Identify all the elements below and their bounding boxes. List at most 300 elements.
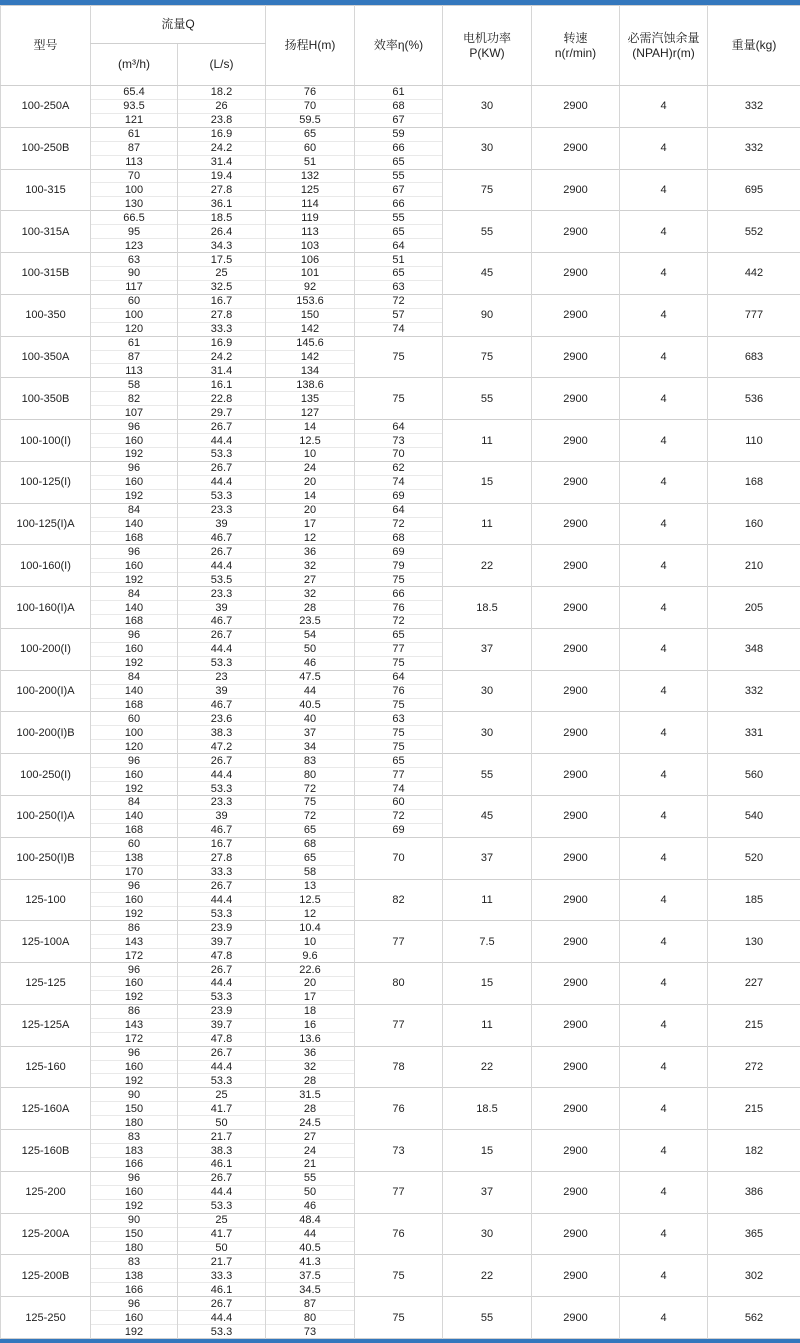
npsh-cell: 4 [620,294,708,336]
model-cell: 125-125 [1,963,91,1005]
flow-m3h-cell: 160 [91,1185,178,1199]
weight-cell: 168 [708,461,800,503]
weight-cell: 227 [708,963,800,1005]
model-cell: 100-315B [1,253,91,295]
power-cell: 55 [443,211,532,253]
flow-ls-cell: 53.3 [178,1074,266,1088]
flow-m3h-cell: 160 [91,893,178,907]
spec-group [1,1130,800,1172]
efficiency-cell: 65 [355,628,443,642]
flow-m3h-cell: 66.5 [91,211,178,225]
flow-m3h-cell: 96 [91,461,178,475]
model-cell: 125-250 [1,1297,91,1339]
spec-group [1,1297,800,1339]
model-cell: 100-250(I)B [1,837,91,879]
head-cell: 76 [266,86,355,100]
efficiency-cell: 66 [355,197,443,211]
model-cell: 100-315A [1,211,91,253]
flow-m3h-cell: 96 [91,545,178,559]
head-cell: 135 [266,392,355,406]
model-cell: 125-100A [1,921,91,963]
flow-ls-cell: 44.4 [178,1311,266,1325]
head-cell: 73 [266,1325,355,1339]
efficiency-cell: 75 [355,726,443,740]
head-cell: 18 [266,1004,355,1018]
efficiency-cell: 51 [355,253,443,267]
head-cell: 106 [266,253,355,267]
flow-ls-cell: 46.1 [178,1157,266,1171]
head-cell: 28 [266,1074,355,1088]
flow-m3h-cell: 87 [91,350,178,364]
flow-m3h-cell: 96 [91,628,178,642]
flow-ls-cell: 26 [178,99,266,113]
speed-cell: 2900 [532,796,620,838]
flow-m3h-cell: 96 [91,420,178,434]
flow-ls-cell: 53.3 [178,656,266,670]
head-cell: 113 [266,225,355,239]
efficiency-cell: 67 [355,183,443,197]
efficiency-cell: 64 [355,503,443,517]
flow-ls-cell: 46.1 [178,1283,266,1297]
flow-ls-cell: 44.4 [178,559,266,573]
spec-row [1,587,800,601]
npsh-cell: 4 [620,712,708,754]
flow-m3h-cell: 160 [91,434,178,448]
efficiency-cell: 72 [355,615,443,629]
flow-m3h-cell: 180 [91,1116,178,1130]
flow-ls-cell: 47.8 [178,1032,266,1046]
efficiency-cell: 77 [355,1004,443,1046]
head-cell: 32 [266,1060,355,1074]
model-cell: 100-160(I)A [1,587,91,629]
efficiency-cell: 79 [355,559,443,573]
weight-cell: 562 [708,1297,800,1339]
head-cell: 145.6 [266,336,355,350]
flow-m3h-cell: 168 [91,698,178,712]
head-cell: 37 [266,726,355,740]
flow-ls-cell: 53.3 [178,447,266,461]
header-flow-group: 流量Q [91,6,266,44]
flow-m3h-cell: 166 [91,1157,178,1171]
spec-row [1,127,800,141]
efficiency-cell: 74 [355,782,443,796]
flow-m3h-cell: 140 [91,809,178,823]
flow-ls-cell: 26.7 [178,1297,266,1311]
flow-m3h-cell: 183 [91,1144,178,1158]
weight-cell: 683 [708,336,800,378]
spec-row [1,545,800,559]
spec-row [1,420,800,434]
flow-ls-cell: 18.5 [178,211,266,225]
spec-group [1,378,800,420]
spec-row [1,879,800,893]
efficiency-cell: 65 [355,155,443,169]
speed-cell: 2900 [532,963,620,1005]
flow-m3h-cell: 90 [91,1088,178,1102]
flow-ls-cell: 26.7 [178,879,266,893]
flow-m3h-cell: 61 [91,127,178,141]
flow-ls-cell: 26.7 [178,545,266,559]
head-cell: 37.5 [266,1269,355,1283]
head-cell: 119 [266,211,355,225]
head-cell: 134 [266,364,355,378]
weight-cell: 185 [708,879,800,921]
spec-row [1,461,800,475]
speed-cell: 2900 [532,336,620,378]
spec-row [1,211,800,225]
flow-ls-cell: 53.3 [178,1199,266,1213]
flow-ls-cell: 21.7 [178,1255,266,1269]
header-weight: 重量(kg) [708,6,800,86]
head-cell: 127 [266,406,355,420]
flow-ls-cell: 23.6 [178,712,266,726]
head-cell: 9.6 [266,949,355,963]
flow-m3h-cell: 150 [91,1227,178,1241]
bottom-accent-bar [0,1339,800,1343]
npsh-cell: 4 [620,211,708,253]
flow-ls-cell: 26.7 [178,1171,266,1185]
efficiency-cell: 76 [355,601,443,615]
flow-m3h-cell: 192 [91,1074,178,1088]
flow-ls-cell: 44.4 [178,642,266,656]
efficiency-cell: 68 [355,99,443,113]
flow-m3h-cell: 96 [91,1046,178,1060]
flow-ls-cell: 39.7 [178,1018,266,1032]
model-cell: 100-315 [1,169,91,211]
flow-ls-cell: 24.2 [178,350,266,364]
flow-m3h-cell: 84 [91,670,178,684]
header-head: 扬程H(m) [266,6,355,86]
flow-m3h-cell: 84 [91,503,178,517]
efficiency-cell: 67 [355,113,443,127]
efficiency-cell: 76 [355,1213,443,1255]
flow-m3h-cell: 82 [91,392,178,406]
flow-m3h-cell: 160 [91,475,178,489]
flow-m3h-cell: 113 [91,155,178,169]
flow-ls-cell: 33.3 [178,322,266,336]
model-cell: 100-350B [1,378,91,420]
spec-group [1,1088,800,1130]
head-cell: 27 [266,1130,355,1144]
power-cell: 37 [443,628,532,670]
head-cell: 13.6 [266,1032,355,1046]
power-cell: 55 [443,378,532,420]
flow-ls-cell: 33.3 [178,865,266,879]
speed-cell: 2900 [532,253,620,295]
flow-m3h-cell: 140 [91,684,178,698]
flow-ls-cell: 34.3 [178,239,266,253]
efficiency-cell: 77 [355,1171,443,1213]
efficiency-cell: 75 [355,336,443,378]
speed-cell: 2900 [532,211,620,253]
weight-cell: 520 [708,837,800,879]
flow-m3h-cell: 160 [91,1060,178,1074]
head-cell: 46 [266,1199,355,1213]
header-power-line1: 电机功率 [443,31,531,46]
flow-ls-cell: 44.4 [178,1060,266,1074]
flow-m3h-cell: 170 [91,865,178,879]
power-cell: 37 [443,837,532,879]
head-cell: 40 [266,712,355,726]
power-cell: 30 [443,1213,532,1255]
head-cell: 34.5 [266,1283,355,1297]
flow-m3h-cell: 121 [91,113,178,127]
flow-m3h-cell: 192 [91,907,178,921]
power-cell: 30 [443,127,532,169]
efficiency-cell: 73 [355,434,443,448]
spec-row [1,921,800,935]
head-cell: 72 [266,809,355,823]
efficiency-cell: 66 [355,141,443,155]
flow-m3h-cell: 160 [91,642,178,656]
spec-group [1,754,800,796]
flow-m3h-cell: 60 [91,294,178,308]
efficiency-cell: 74 [355,475,443,489]
flow-ls-cell: 38.3 [178,1144,266,1158]
head-cell: 10 [266,447,355,461]
power-cell: 37 [443,1171,532,1213]
flow-ls-cell: 44.4 [178,475,266,489]
pump-spec-table [0,5,800,1339]
weight-cell: 540 [708,796,800,838]
weight-cell: 348 [708,628,800,670]
power-cell: 22 [443,1255,532,1297]
flow-m3h-cell: 120 [91,322,178,336]
spec-row [1,1088,800,1102]
spec-row [1,1171,800,1185]
power-cell: 55 [443,754,532,796]
head-cell: 65 [266,823,355,837]
efficiency-cell: 77 [355,768,443,782]
head-cell: 44 [266,684,355,698]
head-cell: 24 [266,1144,355,1158]
model-cell: 125-160B [1,1130,91,1172]
flow-m3h-cell: 192 [91,1199,178,1213]
spec-group [1,127,800,169]
flow-ls-cell: 44.4 [178,434,266,448]
flow-m3h-cell: 58 [91,378,178,392]
speed-cell: 2900 [532,503,620,545]
flow-ls-cell: 16.9 [178,127,266,141]
head-cell: 65 [266,851,355,865]
head-cell: 150 [266,308,355,322]
head-cell: 60 [266,141,355,155]
npsh-cell: 4 [620,587,708,629]
head-cell: 103 [266,239,355,253]
flow-m3h-cell: 60 [91,712,178,726]
head-cell: 10.4 [266,921,355,935]
npsh-cell: 4 [620,503,708,545]
spec-group [1,963,800,1005]
efficiency-cell: 75 [355,573,443,587]
flow-ls-cell: 31.4 [178,364,266,378]
flow-ls-cell: 27.8 [178,183,266,197]
flow-m3h-cell: 160 [91,977,178,991]
flow-m3h-cell: 95 [91,225,178,239]
efficiency-cell: 69 [355,489,443,503]
speed-cell: 2900 [532,1130,620,1172]
spec-group [1,670,800,712]
head-cell: 51 [266,155,355,169]
power-cell: 30 [443,86,532,128]
spec-row [1,1213,800,1227]
flow-m3h-cell: 143 [91,1018,178,1032]
efficiency-cell: 74 [355,322,443,336]
spec-row [1,1004,800,1018]
power-cell: 15 [443,1130,532,1172]
flow-ls-cell: 41.7 [178,1102,266,1116]
head-cell: 41.3 [266,1255,355,1269]
spec-group [1,336,800,378]
flow-m3h-cell: 192 [91,447,178,461]
flow-ls-cell: 33.3 [178,1269,266,1283]
efficiency-cell: 60 [355,796,443,810]
header-speed-line2: n(r/min) [532,46,619,61]
power-cell: 45 [443,796,532,838]
flow-ls-cell: 32.5 [178,280,266,294]
npsh-cell: 4 [620,420,708,462]
speed-cell: 2900 [532,1088,620,1130]
head-cell: 28 [266,1102,355,1116]
efficiency-cell: 75 [355,740,443,754]
flow-ls-cell: 18.2 [178,86,266,100]
efficiency-cell: 70 [355,447,443,461]
spec-group [1,461,800,503]
npsh-cell: 4 [620,545,708,587]
efficiency-cell: 63 [355,280,443,294]
flow-m3h-cell: 90 [91,1213,178,1227]
flow-ls-cell: 53.3 [178,907,266,921]
npsh-cell: 4 [620,670,708,712]
head-cell: 20 [266,503,355,517]
head-cell: 17 [266,990,355,1004]
head-cell: 142 [266,350,355,364]
head-cell: 138.6 [266,378,355,392]
speed-cell: 2900 [532,1004,620,1046]
spec-row [1,294,800,308]
model-cell: 100-200(I) [1,628,91,670]
flow-ls-cell: 41.7 [178,1227,266,1241]
spec-group [1,169,800,211]
flow-ls-cell: 44.4 [178,1185,266,1199]
power-cell: 11 [443,503,532,545]
head-cell: 58 [266,865,355,879]
weight-cell: 210 [708,545,800,587]
head-cell: 36 [266,1046,355,1060]
spec-group [1,545,800,587]
efficiency-cell: 75 [355,698,443,712]
npsh-cell: 4 [620,754,708,796]
weight-cell: 332 [708,86,800,128]
weight-cell: 302 [708,1255,800,1297]
flow-m3h-cell: 84 [91,587,178,601]
head-cell: 132 [266,169,355,183]
spec-group [1,1004,800,1046]
head-cell: 31.5 [266,1088,355,1102]
flow-m3h-cell: 100 [91,726,178,740]
weight-cell: 552 [708,211,800,253]
head-cell: 44 [266,1227,355,1241]
header-flow-ls: (L/s) [178,44,266,86]
flow-m3h-cell: 61 [91,336,178,350]
head-cell: 80 [266,1311,355,1325]
weight-cell: 332 [708,127,800,169]
model-cell: 125-160A [1,1088,91,1130]
efficiency-cell: 77 [355,921,443,963]
model-cell: 100-350 [1,294,91,336]
flow-ls-cell: 26.7 [178,628,266,642]
speed-cell: 2900 [532,1255,620,1297]
speed-cell: 2900 [532,545,620,587]
power-cell: 22 [443,545,532,587]
flow-ls-cell: 29.7 [178,406,266,420]
weight-cell: 560 [708,754,800,796]
speed-cell: 2900 [532,461,620,503]
flow-m3h-cell: 83 [91,1255,178,1269]
flow-ls-cell: 21.7 [178,1130,266,1144]
weight-cell: 536 [708,378,800,420]
flow-m3h-cell: 192 [91,656,178,670]
head-cell: 20 [266,475,355,489]
efficiency-cell: 78 [355,1046,443,1088]
head-cell: 65 [266,127,355,141]
flow-m3h-cell: 65.4 [91,86,178,100]
spec-group [1,628,800,670]
flow-ls-cell: 38.3 [178,726,266,740]
model-cell: 100-250B [1,127,91,169]
header-npsh [620,6,708,86]
head-cell: 24 [266,461,355,475]
flow-ls-cell: 16.7 [178,294,266,308]
weight-cell: 777 [708,294,800,336]
flow-ls-cell: 44.4 [178,893,266,907]
npsh-cell: 4 [620,879,708,921]
spec-group [1,1171,800,1213]
efficiency-cell: 66 [355,587,443,601]
flow-m3h-cell: 140 [91,517,178,531]
flow-m3h-cell: 100 [91,308,178,322]
spec-group [1,420,800,462]
spec-group [1,879,800,921]
speed-cell: 2900 [532,378,620,420]
power-cell: 55 [443,1297,532,1339]
efficiency-cell: 75 [355,1297,443,1339]
head-cell: 80 [266,768,355,782]
head-cell: 32 [266,587,355,601]
header-flow-m3h: (m³/h) [91,44,178,86]
efficiency-cell: 63 [355,712,443,726]
head-cell: 24.5 [266,1116,355,1130]
efficiency-cell: 65 [355,266,443,280]
efficiency-cell: 82 [355,879,443,921]
spec-group [1,921,800,963]
flow-m3h-cell: 96 [91,879,178,893]
spec-row [1,336,800,350]
head-cell: 14 [266,489,355,503]
efficiency-cell: 69 [355,545,443,559]
npsh-cell: 4 [620,336,708,378]
flow-m3h-cell: 107 [91,406,178,420]
efficiency-cell: 65 [355,225,443,239]
weight-cell: 215 [708,1004,800,1046]
head-cell: 12.5 [266,434,355,448]
flow-ls-cell: 23.9 [178,1004,266,1018]
power-cell: 18.5 [443,587,532,629]
spec-row [1,1046,800,1060]
head-cell: 142 [266,322,355,336]
flow-m3h-cell: 166 [91,1283,178,1297]
weight-cell: 130 [708,921,800,963]
